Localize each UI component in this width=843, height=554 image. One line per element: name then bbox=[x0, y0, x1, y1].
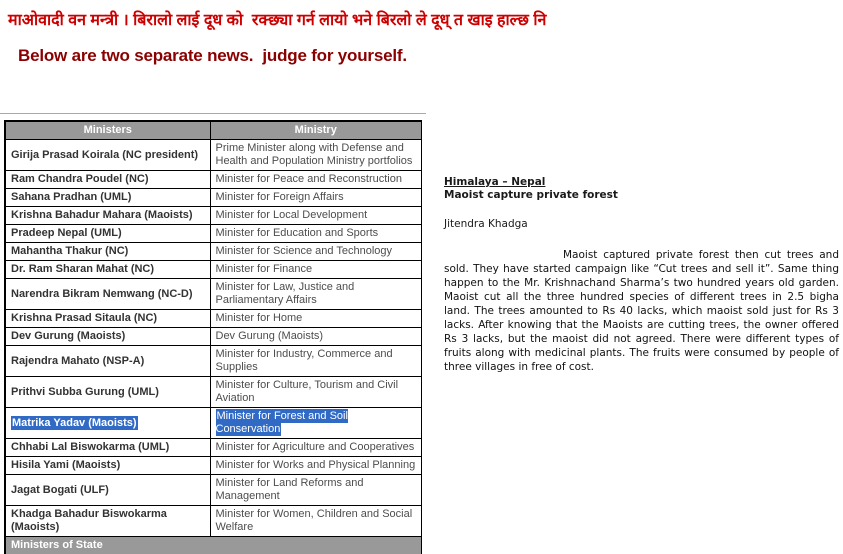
minister-cell: Krishna Prasad Sitaula (NC) bbox=[5, 310, 210, 328]
ministry-cell: Minister for Peace and Reconstruction bbox=[210, 171, 422, 189]
selected-text: Matrika Yadav (Maoists) bbox=[12, 416, 137, 429]
minister-cell: Rajendra Mahato (NSP-A) bbox=[5, 346, 210, 377]
minister-cell: Dev Gurung (Maoists) bbox=[5, 328, 210, 346]
table-row bbox=[5, 189, 422, 207]
table-row bbox=[5, 408, 422, 439]
table-row bbox=[5, 207, 422, 225]
ministry-cell: Minister for Works and Physical Planning bbox=[210, 457, 422, 475]
ministry-cell bbox=[210, 408, 422, 439]
minister-cell: Krishna Bahadur Mahara (Maoists) bbox=[5, 207, 210, 225]
ministry-cell: Minister for Culture, Tourism and Civil Aviation bbox=[210, 377, 422, 408]
ministry-cell: Minister for Women, Children and Social Welfare bbox=[210, 506, 422, 537]
table-row bbox=[5, 243, 422, 261]
table-row bbox=[5, 346, 422, 377]
ministry-cell: Minister for Science and Technology bbox=[210, 243, 422, 261]
ministry-cell: Minister for Home bbox=[210, 310, 422, 328]
table-row bbox=[5, 506, 422, 537]
column-header-ministers: Ministers bbox=[5, 121, 210, 140]
minister-cell: Narendra Bikram Nemwang (NC-D) bbox=[5, 279, 210, 310]
ministry-cell: Minister for Education and Sports bbox=[210, 225, 422, 243]
clipped-section-header-row bbox=[5, 537, 422, 554]
article-source: Himalaya – Nepal bbox=[444, 176, 546, 188]
minister-cell: Dr. Ram Sharan Mahat (NC) bbox=[5, 261, 210, 279]
table-row bbox=[5, 328, 422, 346]
ministers-table-container bbox=[4, 120, 422, 554]
table-row bbox=[5, 475, 422, 506]
minister-cell: Mahantha Thakur (NC) bbox=[5, 243, 210, 261]
table-row bbox=[5, 140, 422, 171]
ministry-cell: Prime Minister along with Defense and Health and Population Ministry portfolios bbox=[210, 140, 422, 171]
table-row bbox=[5, 439, 422, 457]
ministry-cell: Minister for Foreign Affairs bbox=[210, 189, 422, 207]
article-body: Maoist captured private forest then cut trees and sold. They have started campaign like “Cut trees and sell it”. Same thing happen to the Mr. Krishnachand Sharma’s two hundred years old garden. Maoist cut all the three hundred species of different trees in 2.5 bigha land. The trees amounted to Rs 40 lacks, which maoist sold just for Rs 3 lacks. After knowing that the Maoists are cutting trees, the owner offered Rs 3 lacks, but the maoist did not agreed. There were different types of fruits along with medicinal plants. The fruits were consumed by people of three villages in free of cost. bbox=[444, 249, 839, 373]
minister-cell: Khadga Bahadur Biswokarma (Maoists) bbox=[5, 506, 210, 537]
minister-cell: Sahana Pradhan (UML) bbox=[5, 189, 210, 207]
minister-cell: Pradeep Nepal (UML) bbox=[5, 225, 210, 243]
minister-cell: Hisila Yami (Maoists) bbox=[5, 457, 210, 475]
selected-text: Minister for Forest and Soil Conservation bbox=[215, 410, 348, 435]
ministry-cell: Minister for Finance bbox=[210, 261, 422, 279]
table-header-row bbox=[5, 121, 422, 140]
table-row bbox=[5, 261, 422, 279]
minister-cell: Jagat Bogati (ULF) bbox=[5, 475, 210, 506]
nepali-caption: माओवादी वन मन्त्री । बिरालो लाई दूध को रक्छ्या गर्न लायो भने बिरलो ले दूध् त खाइ हाल्छ नि bbox=[8, 12, 547, 29]
clipped-section-header: Ministers of State bbox=[5, 537, 422, 554]
table-row bbox=[5, 377, 422, 408]
minister-cell: Ram Chandra Poudel (NC) bbox=[5, 171, 210, 189]
table-row bbox=[5, 279, 422, 310]
ministry-cell: Minister for Industry, Commerce and Supplies bbox=[210, 346, 422, 377]
minister-cell: Girija Prasad Koirala (NC president) bbox=[5, 140, 210, 171]
table-row bbox=[5, 225, 422, 243]
table-row bbox=[5, 171, 422, 189]
article-title: Maoist capture private forest bbox=[444, 189, 618, 201]
table-row bbox=[5, 310, 422, 328]
ministers-table bbox=[4, 120, 422, 554]
minister-cell: Prithvi Subba Gurung (UML) bbox=[5, 377, 210, 408]
table-row bbox=[5, 457, 422, 475]
news-article bbox=[444, 176, 839, 374]
minister-cell bbox=[5, 408, 210, 439]
ministry-cell: Dev Gurung (Maoists) bbox=[210, 328, 422, 346]
ministry-cell: Minister for Local Development bbox=[210, 207, 422, 225]
column-header-ministry: Ministry bbox=[210, 121, 422, 140]
horizontal-divider bbox=[0, 113, 426, 114]
article-byline: Jitendra Khadga bbox=[444, 218, 528, 230]
ministry-cell: Minister for Agriculture and Cooperatives bbox=[210, 439, 422, 457]
ministry-cell: Minister for Land Reforms and Management bbox=[210, 475, 422, 506]
minister-cell: Chhabi Lal Biswokarma (UML) bbox=[5, 439, 210, 457]
page-headline: Below are two separate news. judge for yourself. bbox=[18, 46, 407, 65]
ministry-cell: Minister for Law, Justice and Parliamentary Affairs bbox=[210, 279, 422, 310]
